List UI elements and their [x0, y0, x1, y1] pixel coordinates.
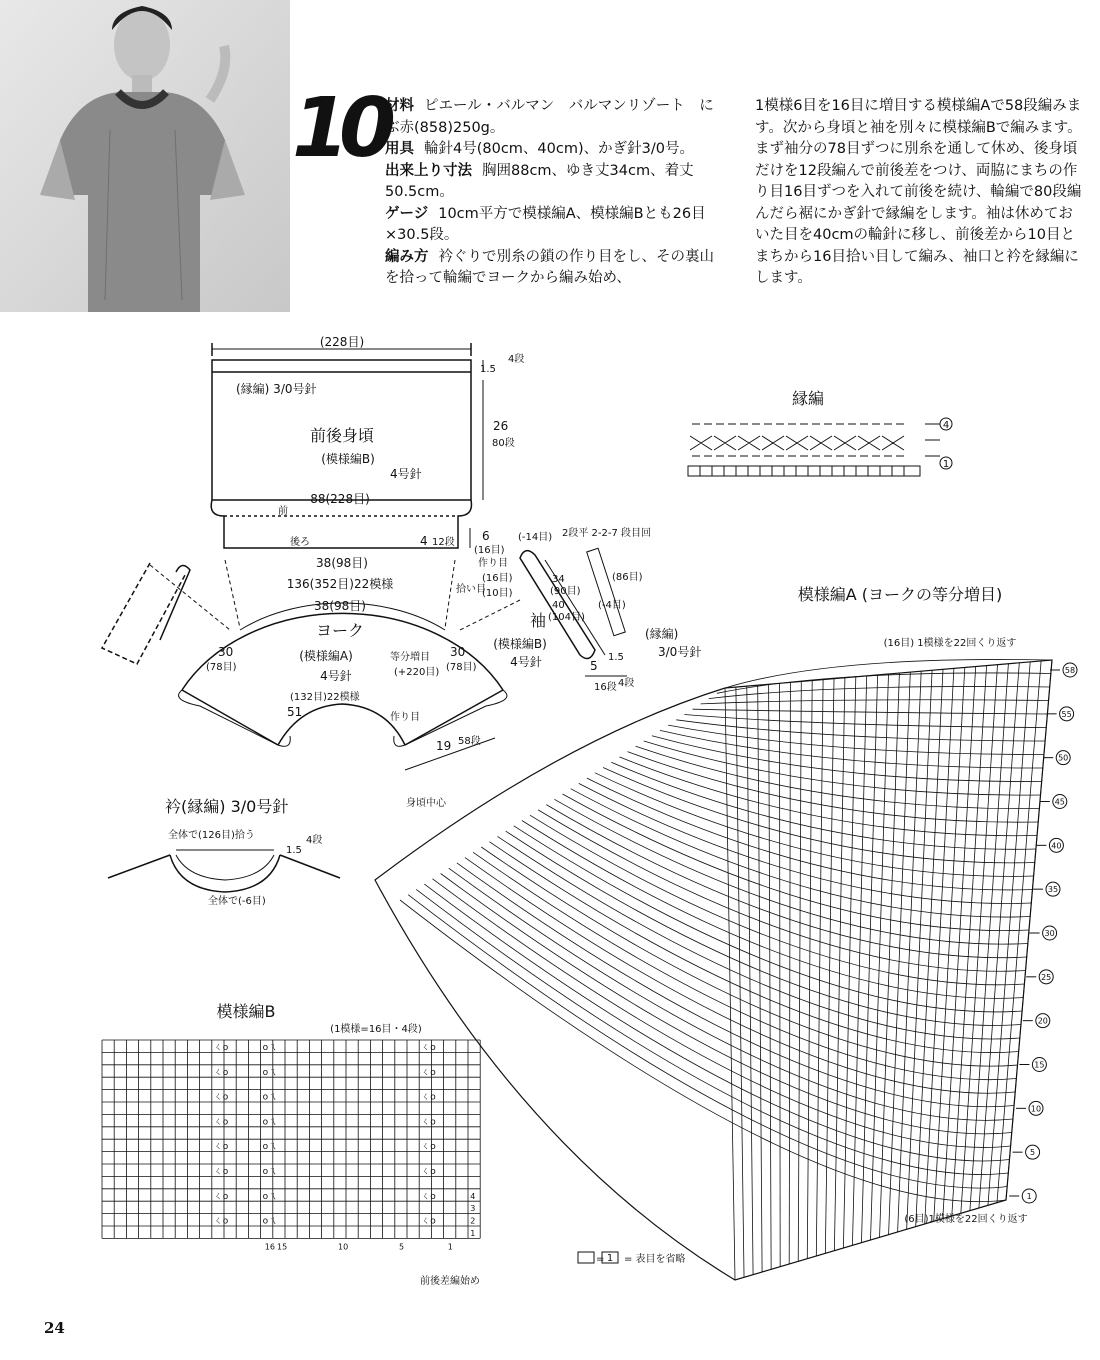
body-needle: 4号針	[390, 467, 422, 481]
pattern-b-symbol: ㄑo	[421, 1216, 436, 1227]
body-h3-rows: 12段	[432, 537, 455, 548]
pattern-b-chart	[102, 1002, 480, 1287]
body-bottom-width: 38(98目)	[316, 556, 368, 570]
edging-chart	[688, 389, 952, 476]
pattern-b-symbol: ㄑo	[213, 1142, 229, 1153]
pattern-b-title: 模様編B	[216, 1002, 276, 1021]
pattern-a-row-label: 15	[1034, 1060, 1045, 1070]
yoke-left-side: 30	[218, 645, 234, 659]
yoke-inc-label: 等分増目	[390, 652, 430, 663]
pattern-a-row-label: 25	[1041, 972, 1052, 982]
pattern-a-row-label: 35	[1047, 885, 1059, 895]
yoke-inc: (+220目)	[394, 667, 440, 678]
pattern-b-symbol: ㄑo	[421, 1043, 436, 1053]
pattern-a-row-label: 10	[1030, 1104, 1042, 1114]
collar-h-rows: 4段	[306, 835, 323, 846]
size-text: 胸囲88cm、ゆき丈34cm、着丈50.5cm。	[385, 162, 694, 200]
collar-title: 衿(縁編) 3/0号針	[165, 797, 289, 816]
body-pattern: (模様編B)	[321, 452, 375, 466]
pattern-a-row-label: 55	[1061, 709, 1072, 719]
sleeve-40: 40	[552, 600, 565, 611]
pattern-b-symbol: ㄑo	[421, 1092, 436, 1103]
body-edge-label: (縁編) 3/0号針	[236, 382, 317, 396]
body-back-label: 後ろ	[290, 537, 310, 548]
svg-text:=: =	[596, 1254, 605, 1265]
yoke-pickup-16: (16目)	[482, 573, 513, 584]
body-h2: 26	[493, 419, 509, 433]
pattern-a-row-label: 58	[1064, 666, 1076, 675]
edging-row-1: 1	[942, 459, 950, 470]
pattern-a-center: 身頃中心	[406, 798, 446, 809]
sleeve-cuff: (86目)	[612, 572, 643, 583]
gauge-label: ゲージ	[385, 205, 429, 222]
pattern-a-row-label: 30	[1044, 929, 1055, 938]
pattern-b-symbol: oㄟ	[262, 1167, 278, 1177]
size-label: 出来上り寸法	[385, 162, 472, 179]
edging-title: 縁編	[791, 389, 825, 408]
sleeve-h16: 16段	[594, 682, 617, 693]
method-text-1: 衿ぐりで別糸の鎖の作り目をし、その裏山を拾って輪編でヨークから編み始め、	[385, 248, 714, 286]
pattern-a-legend: = 表目を省略	[624, 1254, 686, 1265]
tools-text: 輪針4号(80cm、40cm)、かぎ針3/0号。	[424, 141, 694, 157]
pattern-a-row-label: 45	[1054, 797, 1065, 807]
pattern-b-row-label: 2	[470, 1216, 476, 1226]
page-number: 24	[44, 1319, 65, 1337]
sleeve-dec: (-14目)	[518, 532, 553, 543]
pattern-a-row-label: 50	[1058, 753, 1069, 763]
pattern-b-symbol: ㄑo	[421, 1191, 436, 1202]
left-sleeve-strip	[102, 563, 190, 664]
collar-pickup: 全体で(126目)拾う	[168, 830, 255, 841]
body-top-count: (228目)	[319, 335, 365, 349]
sleeve-h4: 4段	[618, 678, 635, 689]
yoke-depth: 19	[436, 739, 452, 753]
pattern-number: 10	[292, 81, 387, 176]
body-h1: 1.5	[480, 364, 496, 375]
collar-h: 1.5	[286, 845, 302, 856]
svg-text:1: 1	[606, 1253, 614, 1264]
sleeve-edge-needle: 3/0号針	[658, 645, 702, 659]
pattern-a-row-label: 40	[1051, 841, 1062, 851]
collar-diagram	[108, 850, 340, 892]
pattern-b-col-label: 1	[447, 1242, 453, 1252]
pattern-b-col-label: 5	[399, 1242, 405, 1252]
sleeve-40-count: (104目)	[548, 612, 585, 623]
pattern-a-title: 模様編A (ヨークの等分増目)	[797, 585, 1003, 604]
sleeve-edge: (縁編)	[645, 627, 679, 641]
pattern-b-symbol: ㄑo	[421, 1167, 436, 1177]
pattern-b-symbol: oㄟ	[262, 1043, 278, 1053]
sleeve-h15: 1.5	[608, 652, 624, 663]
pattern-a-bottom-note: (6目)1模様を22回くり返す	[904, 1214, 1028, 1225]
pattern-b-symbol: ㄑo	[213, 1216, 229, 1227]
body-h2-rows: 80段	[492, 438, 515, 449]
pattern-b-symbol: ㄑo	[213, 1191, 229, 1202]
pattern-b-col-label: 15	[277, 1242, 288, 1252]
sleeve-34: 34	[552, 574, 565, 585]
yoke-right-side: 30	[450, 645, 466, 659]
pattern-a-row-label: 20	[1037, 1016, 1048, 1026]
body-title: 前後身頃	[309, 426, 375, 445]
yoke-needle: 4号針	[320, 669, 352, 683]
pattern-b-symbol: ㄑo	[421, 1067, 436, 1078]
yoke-pattern: (模様編A)	[299, 649, 353, 663]
yoke-outer: 136(352目)22模様	[286, 577, 394, 591]
pattern-b-symbol: ㄑo	[213, 1043, 229, 1053]
materials-label: 材料	[385, 98, 414, 114]
yoke-cast-on: 作り目	[390, 712, 420, 723]
pattern-a-row-label: 1	[1026, 1192, 1032, 1201]
yoke-pickup-10: (10目)	[482, 588, 513, 599]
pattern-b-symbol: oㄟ	[262, 1142, 278, 1153]
body-diagram	[211, 343, 483, 548]
gusset-count: (16目)	[474, 545, 505, 556]
tools-label: 用具	[385, 141, 414, 157]
gauge-text: 10cm平方で模様編A、模様編Bとも26目×30.5段。	[385, 205, 706, 243]
pattern-b-col-label: 16	[264, 1242, 275, 1252]
sleeve-needle: 4号針	[510, 655, 542, 669]
yoke-right-side-count: (78目)	[446, 662, 477, 673]
method-label: 編み方	[385, 248, 429, 265]
body-width: 88(228目)	[310, 492, 370, 506]
pattern-b-start: 前後差編始め	[420, 1276, 480, 1287]
sleeve-w5: 5	[590, 659, 598, 673]
yoke-neck: (132目)22模様	[290, 692, 360, 703]
body-h3: 4	[420, 534, 428, 548]
pattern-b-row-label: 3	[470, 1204, 476, 1214]
yoke-pickup: 拾い目	[456, 584, 486, 595]
gusset-size: 6	[482, 529, 490, 543]
body-front-label: 前	[278, 506, 288, 517]
sleeve-34-count: (90目)	[550, 586, 581, 597]
gusset-cast-on: 作り目	[478, 558, 508, 569]
pattern-b-symbol: ㄑo	[213, 1117, 229, 1128]
pattern-b-row-label: 1	[470, 1229, 476, 1238]
pattern-b-symbol: oㄟ	[262, 1216, 278, 1227]
yoke-title: ヨーク	[315, 621, 365, 640]
pattern-a-top-note: (16目) 1模様を22回くり返す	[883, 638, 1017, 649]
pattern-b-row-label: 4	[470, 1191, 476, 1201]
pattern-a-row-label: 5	[1030, 1148, 1036, 1158]
pattern-b-symbol: ㄑo	[421, 1117, 436, 1128]
pattern-b-repeat: (1模様=16目・4段)	[330, 1024, 422, 1035]
pattern-b-symbol: ㄑo	[213, 1092, 229, 1103]
sleeve-dec-rows: 2段平 2-2-7 段目回	[562, 528, 652, 539]
yoke-51: 51	[287, 705, 303, 719]
collar-dec: 全体で(-6目)	[208, 896, 266, 907]
pattern-b-symbol: oㄟ	[262, 1092, 278, 1103]
pattern-b-symbol: oㄟ	[262, 1117, 278, 1128]
pattern-b-symbol: ㄑo	[213, 1167, 229, 1177]
pattern-b-symbol: oㄟ	[262, 1067, 278, 1078]
sleeve-title: 袖	[529, 611, 547, 630]
pattern-b-symbol: ㄑo	[213, 1067, 229, 1078]
body-h1-rows: 4段	[508, 354, 525, 365]
yoke-left-side-count: (78目)	[206, 662, 237, 673]
pattern-b-symbol: oㄟ	[262, 1191, 278, 1202]
method-text-2: 1模様6目を16目に増目する模様編Aで58段編みます。次から身頃と袖を別々に模様編Bで編みます。まず袖分の78目ずつに別糸を通して休め、後身頃だけを12段編んで前後差をつけ、両脇にまちの作り目16目ずつを入れて前後を続け、輪編で80段編んだら裾にかぎ針で縁編をします。袖は休めておいた目を40cmの輪針に移し、前後差から10目とまちから16目拾い目して編み、袖口と衿を縁編にします。	[755, 98, 1082, 286]
pattern-b-col-label: 10	[338, 1242, 349, 1252]
yoke-depth-rows: 58段	[458, 736, 481, 747]
sleeve-cuff-dec: (-4目)	[598, 600, 626, 611]
pattern-b-symbol: ㄑo	[421, 1142, 436, 1153]
yoke-inner-top: 38(98目)	[314, 599, 366, 613]
materials-text: ピエール・バルマン バルマンリゾート にぶ赤(858)250g。	[385, 98, 714, 136]
sleeve-pattern: (模様編B)	[493, 637, 547, 651]
edging-row-4: 4	[942, 420, 950, 431]
